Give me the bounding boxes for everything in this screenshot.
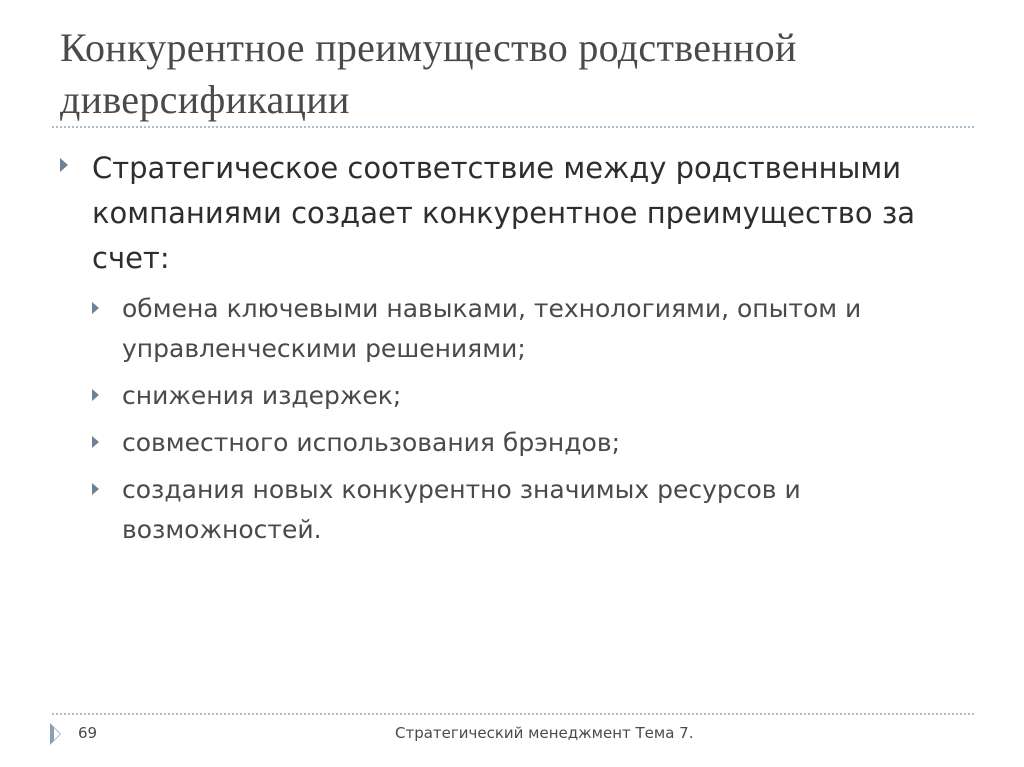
bullet-arrow-icon: [92, 436, 99, 448]
bullet-arrow-icon: [60, 158, 68, 172]
slide-title: Конкурентное преимущество родственной диверсификации: [60, 25, 797, 122]
main-bullet: [60, 146, 960, 281]
footer-arrow-icon: [50, 723, 61, 745]
main-bullet-text: Стратегическое соответствие между родственными компаниями создает конкурентное преимущество за счет:: [92, 151, 916, 275]
sub-bullet: [92, 423, 960, 463]
title-divider: [52, 126, 974, 128]
sub-bullet-list: [60, 289, 960, 550]
sub-bullet-text: обмена ключевыми навыками, технологиями, опытом и управленческими решениями;: [122, 294, 862, 363]
bullet-arrow-icon: [92, 389, 99, 401]
footer-text: Стратегический менеджмент Тема 7.: [395, 724, 694, 742]
sub-bullet-text: совместного использования брэндов;: [122, 428, 620, 457]
bullet-arrow-icon: [92, 302, 99, 314]
sub-bullet-text: снижения издержек;: [122, 381, 402, 410]
sub-bullet-text: создания новых конкурентно значимых ресурсов и возможностей.: [122, 475, 801, 544]
bullet-arrow-icon: [92, 483, 99, 495]
footer-divider: [52, 713, 974, 715]
sub-bullet: [92, 289, 960, 369]
slide-content: [60, 146, 960, 557]
sub-bullet: [92, 470, 960, 550]
sub-bullet: [92, 376, 960, 416]
page-number: 69: [78, 724, 98, 742]
